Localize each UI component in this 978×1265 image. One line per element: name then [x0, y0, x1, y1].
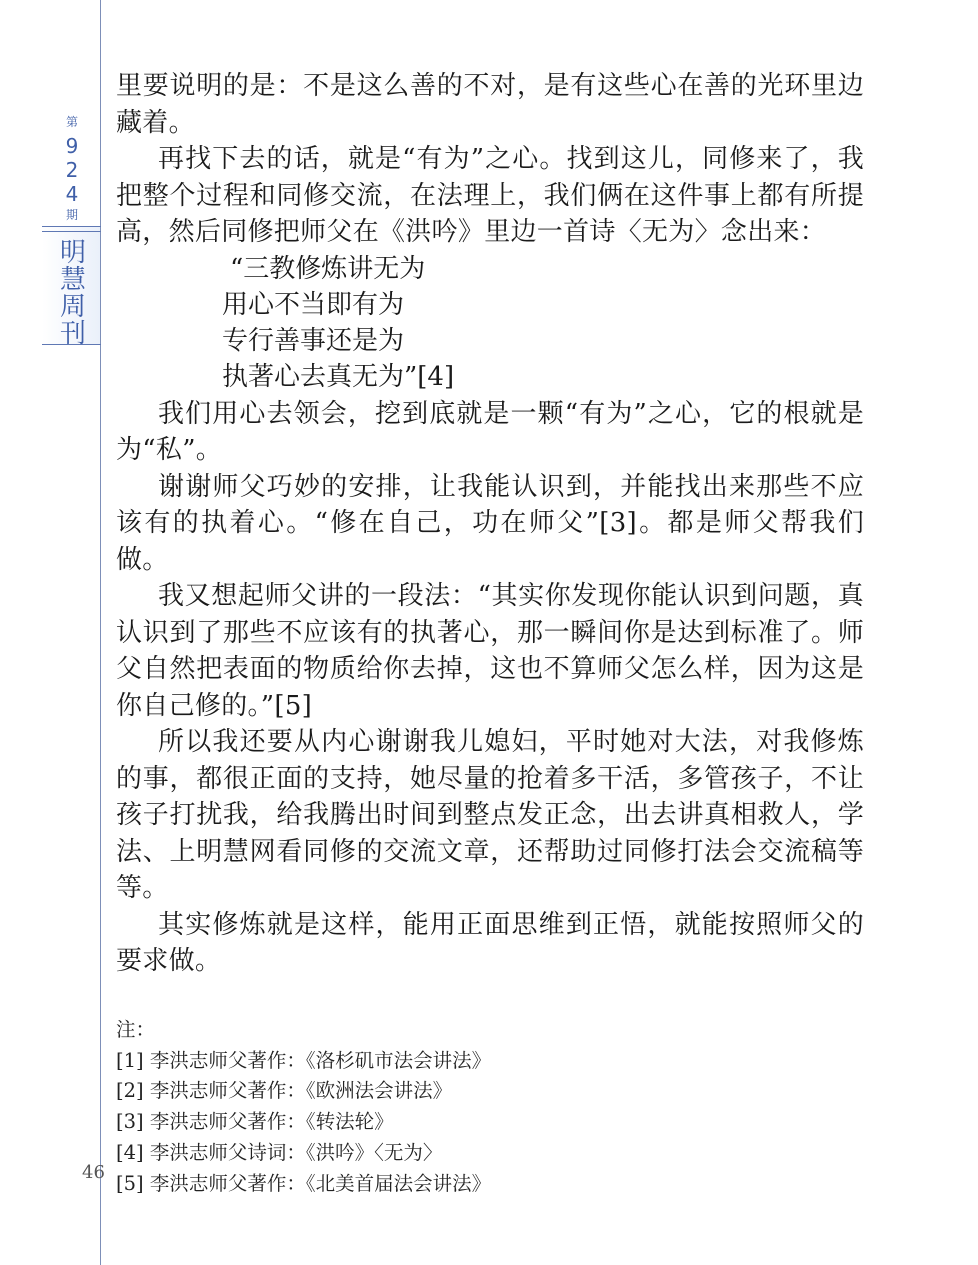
publication-title [58, 240, 88, 348]
page-number: 46 [82, 1162, 105, 1183]
publication-title-char: 周 [59, 292, 86, 322]
footnote-item: [5] 李洪志师父著作：《北美首届法会讲法》 [116, 1171, 492, 1195]
paragraph: 里要说明的是：不是这么善的不对，是有这些心在善的光环里边藏着。 [116, 71, 864, 138]
footnotes [116, 1015, 864, 1199]
issue-digit: 4 [65, 182, 79, 206]
poem-line: 用心不当即有为 [222, 289, 405, 320]
issue-prefix: 第 [65, 115, 78, 129]
paragraph: 我又想起师父讲的一段法：“其实你发现你能认识到问题，真认识到了那些不应该有的执著心，那一瞬间你是达到标准了。师父自然把表面的物质给你去掉，这也不算师父怎么样，因为这是你自己修的。”[5] [116, 581, 864, 721]
issue-number [44, 0, 100, 230]
footnotes-heading: 注： [116, 1018, 156, 1041]
footnote-item: [2] 李洪志师父著作：《欧洲法会讲法》 [116, 1079, 453, 1103]
paragraph: 谢谢师父巧妙的安排，让我能认识到，并能找出来那些不应该有的执着心。“修在自己，功在师父”[3]。都是师父帮我们做。 [116, 471, 864, 575]
paragraph: 所以我还要从内心谢谢我儿媳妇，平时她对大法，对我修炼的事，都很正面的支持，她尽量的抢着多干活，多管孩子，不让孩子打扰我，给我腾出时间到整点发正念，出去讲真相救人，学法、上明慧网看同修的交流文章，还帮助过同修打法会交流稿等等。 [116, 727, 864, 904]
divider [42, 226, 101, 227]
publication-title-char: 明 [59, 238, 86, 268]
footnote-item: [1] 李洪志师父著作：《洛杉矶市法会讲法》 [116, 1048, 492, 1072]
issue-digit: 2 [65, 158, 79, 182]
footnote-item: [3] 李洪志师父著作：《转法轮》 [116, 1110, 394, 1134]
publication-title-char: 慧 [59, 265, 86, 295]
paragraph: 其实修炼就是这样，能用正面思维到正悟，就能按照师父的要求做。 [116, 909, 864, 977]
issue-suffix: 期 [65, 208, 78, 222]
divider [42, 231, 101, 232]
poem-line-text: “三教修炼讲无为 [230, 253, 426, 284]
poem-line: 专行善事还是为 [222, 326, 405, 357]
poem [116, 251, 864, 396]
issue-digit: 9 [65, 134, 79, 158]
poem-line: 执著心去真无为”[4] [222, 362, 455, 393]
poem-line [116, 251, 864, 287]
publication-title-char: 刊 [59, 319, 86, 349]
article-body [116, 68, 864, 980]
sidebar-rule [100, 0, 101, 1265]
paragraph: 再找下去的话，就是“有为”之心。找到这儿，同修来了，我把整个过程和同修交流，在法理上，我们俩在这件事上都有所提高，然后同修把师父在《洪吟》里边一首诗〈无为〉念出来： [116, 144, 864, 247]
footnote-item: [4] 李洪志师父诗词：《洪吟》〈无为〉 [116, 1140, 443, 1164]
paragraph: 我们用心去领会，挖到底就是一颗“有为”之心，它的根就是为“私”。 [116, 398, 864, 466]
